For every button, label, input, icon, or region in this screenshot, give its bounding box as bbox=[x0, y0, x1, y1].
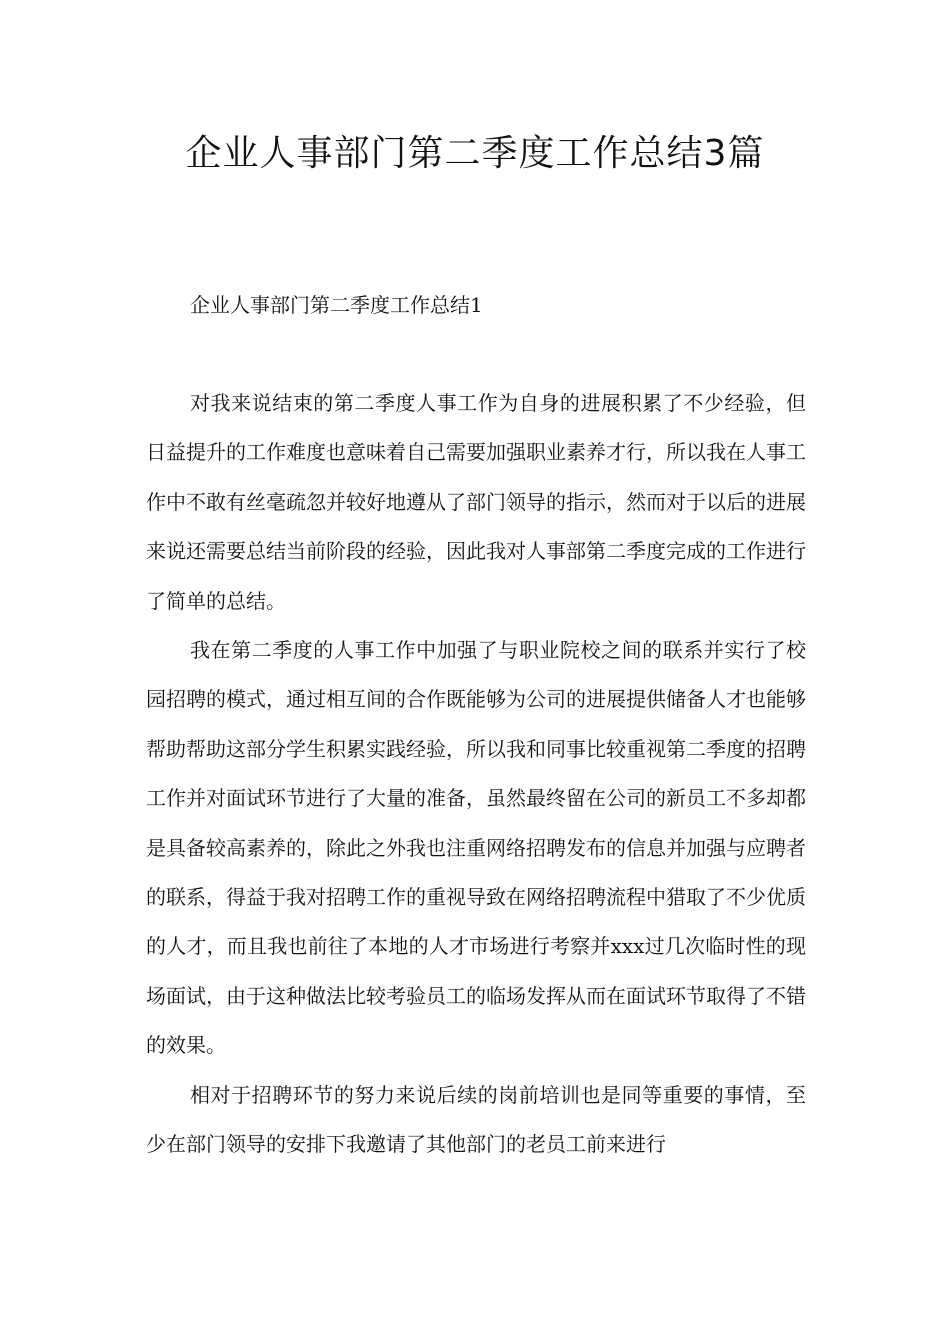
section-heading: 企业人事部门第二季度工作总结1 bbox=[190, 293, 483, 317]
document-title: 企业人事部门第二季度工作总结3篇 bbox=[185, 133, 765, 174]
paragraph-1: 对我来说结束的第二季度人事工作为自身的进展积累了不少经验，但日益提升的工作难度也意味着自己需要加强职业素养才行，所以我在人事工作中不敢有丝毫疏忽并较好地遵从了部门领导的指示，然而对于以后的进展来说还需要总结当前阶段的经验，因此我对人事部第二季度完成的工作进行了简单的总结。 bbox=[146, 391, 806, 613]
paragraph-3: 相对于招聘环节的努力来说后续的岗前培训也是同等重要的事情，至少在部门领导的安排下我邀请了其他部门的老员工前来进行 bbox=[146, 1082, 806, 1157]
paragraph-2: 我在第二季度的人事工作中加强了与职业院校之间的联系并实行了校园招聘的模式，通过相互间的合作既能够为公司的进展提供储备人才也能够帮助帮助这部分学生积累实践经验，所以我和同事比较重视第二季度的招聘工作并对面试环节进行了大量的准备，虽然最终留在公司的新员工不多却都是具备较高素养的，除此之外我也注重网络招聘发布的信息并加强与应聘者的联系，得益于我对招聘工作的重视导致在网络招聘流程中猎取了不少优质的人才，而且我也前往了本地的人才市场进行考察并xxx过几次临时性的现场面试，由于这种做法比较考验员工的临场发挥从而在面试环节取得了不错的效果。 bbox=[146, 638, 806, 1058]
document-body bbox=[146, 379, 806, 1170]
